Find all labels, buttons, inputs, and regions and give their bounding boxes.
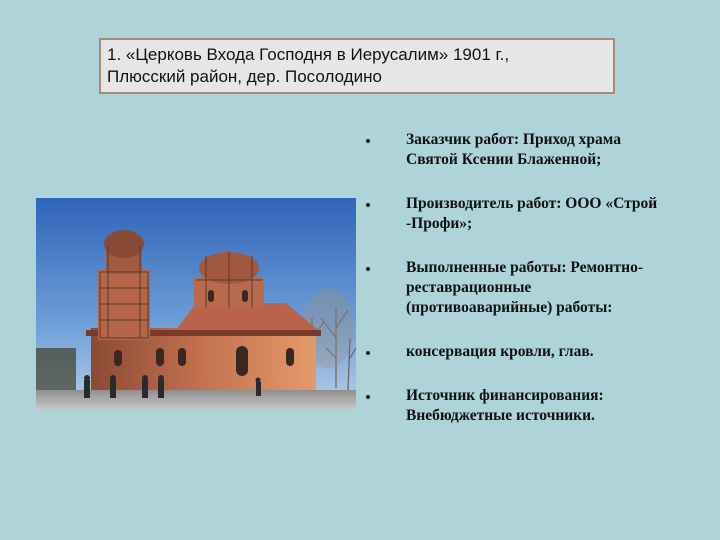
bullet-text-line: Источник финансирования: bbox=[406, 387, 604, 404]
bullet-dot bbox=[366, 203, 370, 207]
bullet-text-line: реставрационные bbox=[406, 279, 532, 296]
bullet-dot bbox=[366, 139, 370, 143]
slide-title-line-1: 1. «Церковь Входа Господня в Иерусалим» 1901 г., bbox=[107, 45, 510, 64]
bullet-text-line: Выполненные работы: Ремонтно- bbox=[406, 259, 643, 276]
bullet-text-line: Святой Ксении Блаженной; bbox=[406, 151, 602, 168]
bullet-text-line: консервация кровли, глав. bbox=[406, 343, 594, 360]
bullet-text-line: Внебюджетные источники. bbox=[406, 407, 595, 424]
slide-title-line-2: Плюсский район, дер. Посолодино bbox=[107, 67, 382, 86]
bullet-text-line: (противоаварийные) работы: bbox=[406, 299, 613, 316]
bullet-text-line: Заказчик работ: Приход храма bbox=[406, 131, 621, 148]
slide-title-box bbox=[99, 38, 615, 94]
bullet-text-line: -Профи»; bbox=[406, 215, 473, 232]
bullet-dot bbox=[366, 395, 370, 399]
bullet-dot bbox=[366, 351, 370, 355]
bullet-text-line: Производитель работ: ООО «Строй bbox=[406, 195, 658, 212]
bullet-dot bbox=[366, 267, 370, 271]
church-photo bbox=[36, 198, 356, 410]
